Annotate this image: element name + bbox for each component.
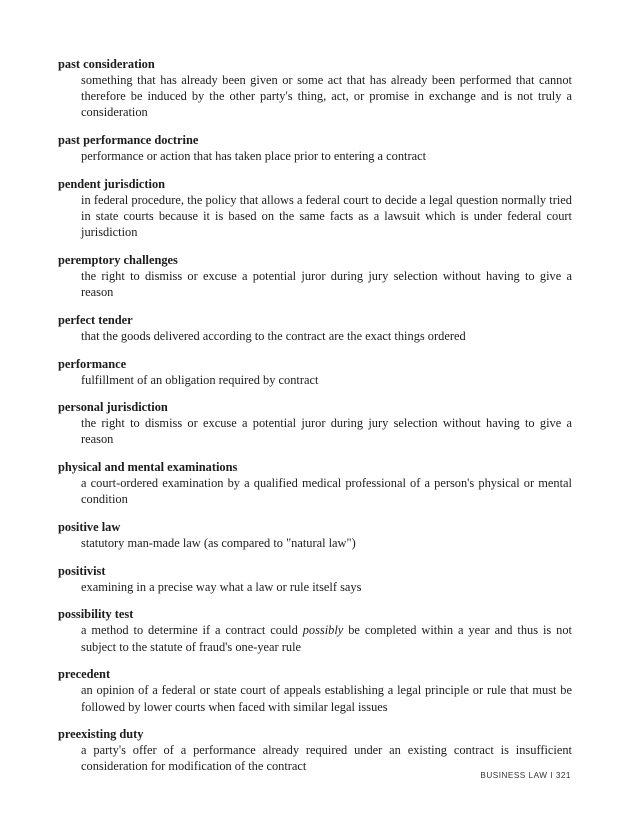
glossary-definition: a party's offer of a performance already required under an existing contract is insufficient consideration for modification of the contract xyxy=(81,743,572,774)
glossary-entry xyxy=(58,312,572,344)
glossary-entry xyxy=(58,399,572,447)
glossary-entry xyxy=(58,459,572,507)
glossary-definition: in federal procedure, the policy that allows a federal court to decide a legal question normally tried in state courts because it is based on the same facts as a lawsuit which is under federal court jurisdiction xyxy=(81,192,572,240)
glossary-definition: a court-ordered examination by a qualified medical professional of a person's physical or mental condition xyxy=(81,476,572,507)
page-footer xyxy=(480,771,571,780)
glossary-entry xyxy=(58,666,572,714)
glossary-definition: an opinion of a federal or state court of appeals establishing a legal principle or rule that must be followed by lower courts when faced with similar legal issues xyxy=(81,683,572,714)
glossary-term: positive law xyxy=(58,520,121,535)
footer-page-number: 321 xyxy=(555,771,571,780)
glossary-entry xyxy=(58,519,572,551)
glossary-entry xyxy=(58,563,572,595)
glossary-definition: the right to dismiss or excuse a potential juror during jury selection without having to give a reason xyxy=(81,416,572,447)
glossary-definition: performance or action that has taken place prior to entering a contract xyxy=(81,149,427,164)
footer-separator: I xyxy=(550,771,554,780)
definition-emphasis: possibly xyxy=(302,623,344,638)
glossary-entry xyxy=(58,252,572,300)
glossary-term: past performance doctrine xyxy=(58,133,199,148)
glossary-term: perfect tender xyxy=(58,312,133,327)
glossary-definition: fulfillment of an obligation required by contract xyxy=(81,372,319,387)
glossary-entry xyxy=(58,56,572,121)
glossary-definition: something that has already been given or some act that has already been performed that cannot therefore be induced by the other party's thing, act, or promise in exchange and is not truly a consideration xyxy=(81,73,572,120)
glossary-entry xyxy=(58,132,572,164)
glossary-term: past consideration xyxy=(58,57,155,71)
glossary-definition xyxy=(81,622,572,654)
glossary-term: performance xyxy=(58,356,127,371)
glossary-entry xyxy=(58,176,572,241)
glossary-list xyxy=(58,56,572,786)
glossary-term: personal jurisdiction xyxy=(58,400,168,415)
definition-text: a method to determine if a contract could xyxy=(81,623,303,638)
glossary-term: possibility test xyxy=(58,607,134,622)
glossary-term: precedent xyxy=(58,667,111,682)
glossary-entry xyxy=(58,606,572,654)
glossary-definition: examining in a precise way what a law or rule itself says xyxy=(81,579,362,594)
glossary-definition: that the goods delivered according to the contract are the exact things ordered xyxy=(81,328,466,343)
glossary-term: preexisting duty xyxy=(58,727,144,742)
glossary-term: positivist xyxy=(58,563,106,578)
definition-text: be completed within a year and thus is not subject to the statute of fraud's one-year rule xyxy=(81,623,573,654)
footer-book-title: BUSINESS LAW xyxy=(480,771,548,780)
glossary-term: peremptory challenges xyxy=(58,252,178,267)
glossary-term: physical and mental examinations xyxy=(58,460,238,475)
glossary-entry xyxy=(58,726,572,774)
glossary-definition: statutory man-made law (as compared to "natural law") xyxy=(81,536,356,551)
glossary-entry xyxy=(58,356,572,388)
glossary-definition: the right to dismiss or excuse a potential juror during jury selection without having to give a reason xyxy=(81,268,572,300)
glossary-term: pendent jurisdiction xyxy=(58,176,166,191)
